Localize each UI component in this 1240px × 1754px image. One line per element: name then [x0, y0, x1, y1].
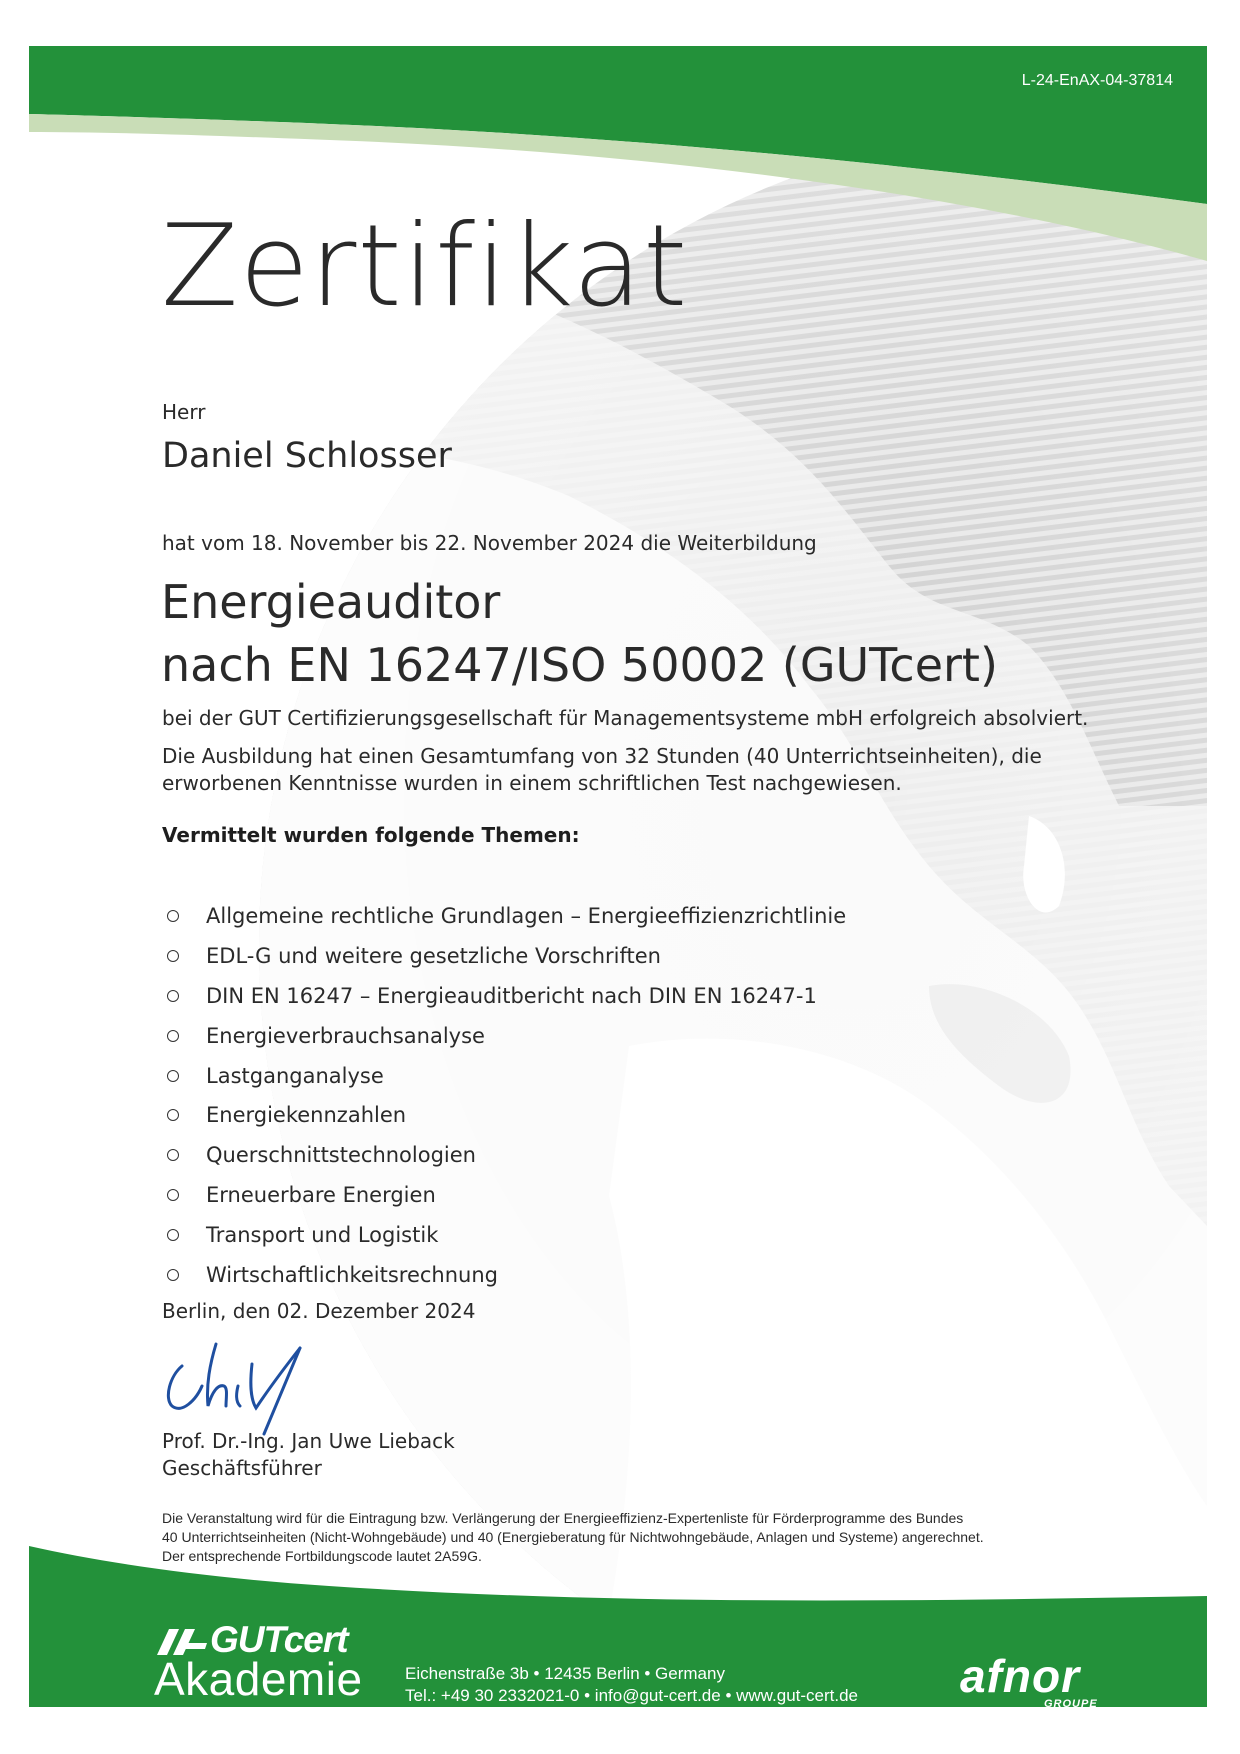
- contact-line: Tel.: +49 30 2332021-0 • info@gut-cert.de • www.gut-cert.de: [405, 1686, 858, 1705]
- topic-label: Energieverbrauchsanalyse: [206, 1023, 485, 1048]
- logo-bottom-text: Akademie: [154, 1653, 363, 1705]
- circle-outline-icon: [167, 1269, 179, 1281]
- afnor-logo-sub: GROUPE: [1044, 1698, 1098, 1707]
- list-item: [162, 944, 846, 984]
- circle-outline-icon: [167, 1070, 179, 1082]
- topic-label: Transport und Logistik: [206, 1223, 439, 1248]
- list-item: [162, 1223, 846, 1263]
- topic-label: Energiekennzahlen: [206, 1103, 407, 1128]
- topics-heading: Vermittelt wurden folgende Themen:: [162, 823, 580, 847]
- circle-outline-icon: [167, 1229, 179, 1241]
- topic-label: Allgemeine rechtliche Grundlagen – Energieeffizienzrichtlinie: [206, 904, 847, 928]
- topics-list: [162, 904, 846, 1303]
- footnote-line: Der entsprechende Fortbildungscode lautet 2A59G.: [162, 1548, 482, 1564]
- intro-text: hat vom 18. November bis 22. November 2024 die Weiterbildung: [162, 531, 817, 555]
- logo-top-text: GUTcert: [210, 1619, 348, 1660]
- list-item: [162, 1183, 846, 1223]
- list-item: [162, 984, 846, 1024]
- gutcert-mark-icon: [157, 1625, 213, 1655]
- footnote: [162, 1509, 1162, 1566]
- certificate-page: [29, 46, 1207, 1707]
- list-item: [162, 904, 846, 944]
- topic-label: Wirtschaftlichkeitsrechnung: [206, 1263, 499, 1288]
- course-title: [161, 571, 998, 697]
- list-item: [162, 1143, 846, 1183]
- footer-address: [405, 1663, 858, 1707]
- gutcert-logo: [154, 1619, 407, 1705]
- place-date: Berlin, den 02. Dezember 2024: [162, 1299, 476, 1323]
- topic-label: Lastganganalyse: [206, 1063, 384, 1088]
- signer-role: Geschäftsführer: [162, 1456, 322, 1480]
- circle-outline-icon: [167, 1030, 179, 1042]
- scope-text: Die Ausbildung hat einen Gesamtumfang von 32 Stunden (40 Unterrichtseinheiten), die erworbenen Kenntnisse wurden in einem schriftlichen Test nachgewiesen.: [162, 744, 1042, 795]
- circle-outline-icon: [167, 1189, 179, 1201]
- address-line: Eichenstraße 3b • 12435 Berlin • Germany: [405, 1664, 725, 1683]
- circle-outline-icon: [167, 1149, 179, 1161]
- course-title-line2: nach EN 16247/ISO 50002 (GUTcert): [161, 638, 998, 692]
- circle-outline-icon: [167, 950, 179, 962]
- salutation: Herr: [162, 400, 206, 424]
- recipient-name: Daniel Schlosser: [162, 436, 452, 476]
- footnote-line: 40 Unterrichtseinheiten (Nicht-Wohngebäude) und 40 (Energieberatung für Nichtwohngebäude, Anlagen und Systeme) angerechnet.: [162, 1529, 984, 1545]
- completion-text: bei der GUT Certifizierungsgesellschaft für Managementsysteme mbH erfolgreich absolviert.: [162, 706, 1089, 730]
- course-title-line1: Energieauditor: [161, 575, 501, 629]
- topic-label: DIN EN 16247 – Energieauditbericht nach DIN EN 16247-1: [206, 983, 817, 1008]
- afnor-logo: [960, 1650, 1160, 1707]
- topic-label: Querschnittstechnologien: [206, 1143, 476, 1168]
- certificate-number: L-24-EnAX-04-37814: [1021, 72, 1173, 89]
- circle-outline-icon: [167, 990, 179, 1002]
- signer-name: Prof. Dr.-Ing. Jan Uwe Lieback: [162, 1429, 455, 1453]
- topic-label: EDL-G und weitere gesetzliche Vorschriften: [206, 943, 661, 968]
- circle-outline-icon: [167, 1109, 179, 1121]
- list-item: [162, 1064, 846, 1104]
- afnor-logo-text: afnor: [960, 1650, 1080, 1702]
- list-item: [162, 1103, 846, 1143]
- footnote-line: Die Veranstaltung wird für die Eintragung bzw. Verlängerung der Energieeffizienz-Expertenliste für Förderprogramme des Bundes: [162, 1510, 964, 1526]
- page-title: Zertifikat: [161, 200, 689, 332]
- list-item: [162, 1263, 846, 1303]
- list-item: [162, 1024, 846, 1064]
- topic-label: Erneuerbare Energien: [206, 1183, 436, 1208]
- circle-outline-icon: [167, 910, 179, 922]
